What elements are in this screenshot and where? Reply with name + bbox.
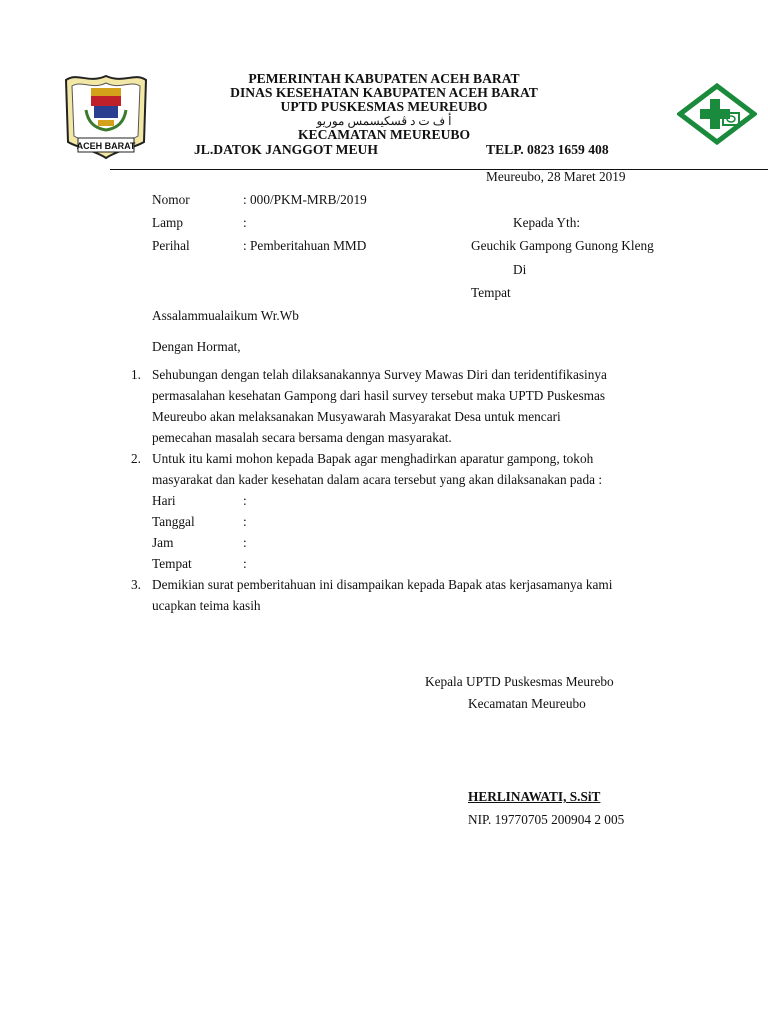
item-1-line: permasalahan kesehatan Gampong dari hasil survey tersebut maka UPTD Puskesmas: [152, 388, 606, 403]
item-1-number: 1.: [131, 367, 141, 382]
recipient-name: Geuchik Gampong Gunong Kleng: [471, 238, 654, 253]
letterhead-address: JL.DATOK JANGGOT MEUH: [194, 142, 378, 157]
nomor-label: Nomor: [152, 192, 190, 207]
letter-date: Meureubo, 28 Maret 2019: [486, 169, 626, 184]
nomor-value: : 000/PKM-MRB/2019: [243, 192, 367, 207]
item-1-line: Sehubungan dengan telah dilaksanakannya Survey Mawas Diri dan teridentifikasinya: [152, 367, 607, 382]
schedule-colon: :: [243, 493, 247, 508]
recipient-di: Di: [513, 262, 527, 277]
letterhead-department: DINAS KESEHATAN KABUPATEN ACEH BARAT: [230, 85, 538, 100]
emblem-label: ACEH BARAT: [76, 141, 136, 151]
lamp-label: Lamp: [152, 215, 184, 230]
recipient-salutation: Kepada Yth:: [513, 215, 581, 230]
item-2-line: masyarakat dan kader kesehatan dalam acara tersebut yang akan dilaksanakan pada :: [152, 472, 603, 487]
schedule-colon: :: [243, 556, 247, 571]
lamp-value: :: [243, 215, 247, 230]
signatory-name: HERLINAWATI, S.SiT: [468, 789, 601, 804]
perihal-label: Perihal: [152, 238, 190, 253]
greeting: Assalammualaikum Wr.Wb: [152, 308, 299, 323]
item-3-line: Demikian surat pemberitahuan ini disampaikan kepada Bapak atas kerjasamanya kami: [152, 577, 613, 592]
schedule-label-hari: Hari: [152, 493, 176, 508]
letterhead-government: PEMERINTAH KABUPATEN ACEH BARAT: [248, 71, 520, 86]
schedule-colon: :: [243, 535, 247, 550]
recipient-place: Tempat: [471, 285, 511, 300]
item-3-number: 3.: [131, 577, 141, 592]
letterhead-unit: UPTD PUSKESMAS MEUREUBO: [280, 99, 488, 114]
schedule-label-tanggal: Tanggal: [152, 514, 195, 529]
letterhead-phone: TELP. 0823 1659 408: [486, 142, 609, 157]
item-1-line: pemecahan masalah secara bersama dengan masyarakat.: [152, 430, 452, 445]
signature-title: Kepala UPTD Puskesmas Meurebo: [425, 674, 614, 689]
schedule-colon: :: [243, 514, 247, 529]
item-3-line: ucapkan teima kasih: [152, 598, 261, 613]
perihal-value: : Pemberitahuan MMD: [243, 238, 367, 253]
signature-subtitle: Kecamatan Meureubo: [468, 696, 586, 711]
letterhead-divider: [110, 169, 768, 170]
schedule-label-jam: Jam: [152, 535, 174, 550]
signatory-nip: NIP. 19770705 200904 2 005: [468, 812, 625, 827]
schedule-label-tempat: Tempat: [152, 556, 192, 571]
opening: Dengan Hormat,: [152, 339, 241, 354]
item-2-line: Untuk itu kami mohon kepada Bapak agar menghadirkan aparatur gampong, tokoh: [152, 451, 594, 466]
item-2-number: 2.: [131, 451, 141, 466]
letterhead-arabic-script: أ ف ت د ڤسكيسمس موريو: [316, 114, 452, 128]
item-1-line: Meureubo akan melaksanakan Musyawarah Masyarakat Desa untuk mencari: [152, 409, 561, 424]
letterhead-district: KECAMATAN MEUREUBO: [297, 127, 471, 142]
